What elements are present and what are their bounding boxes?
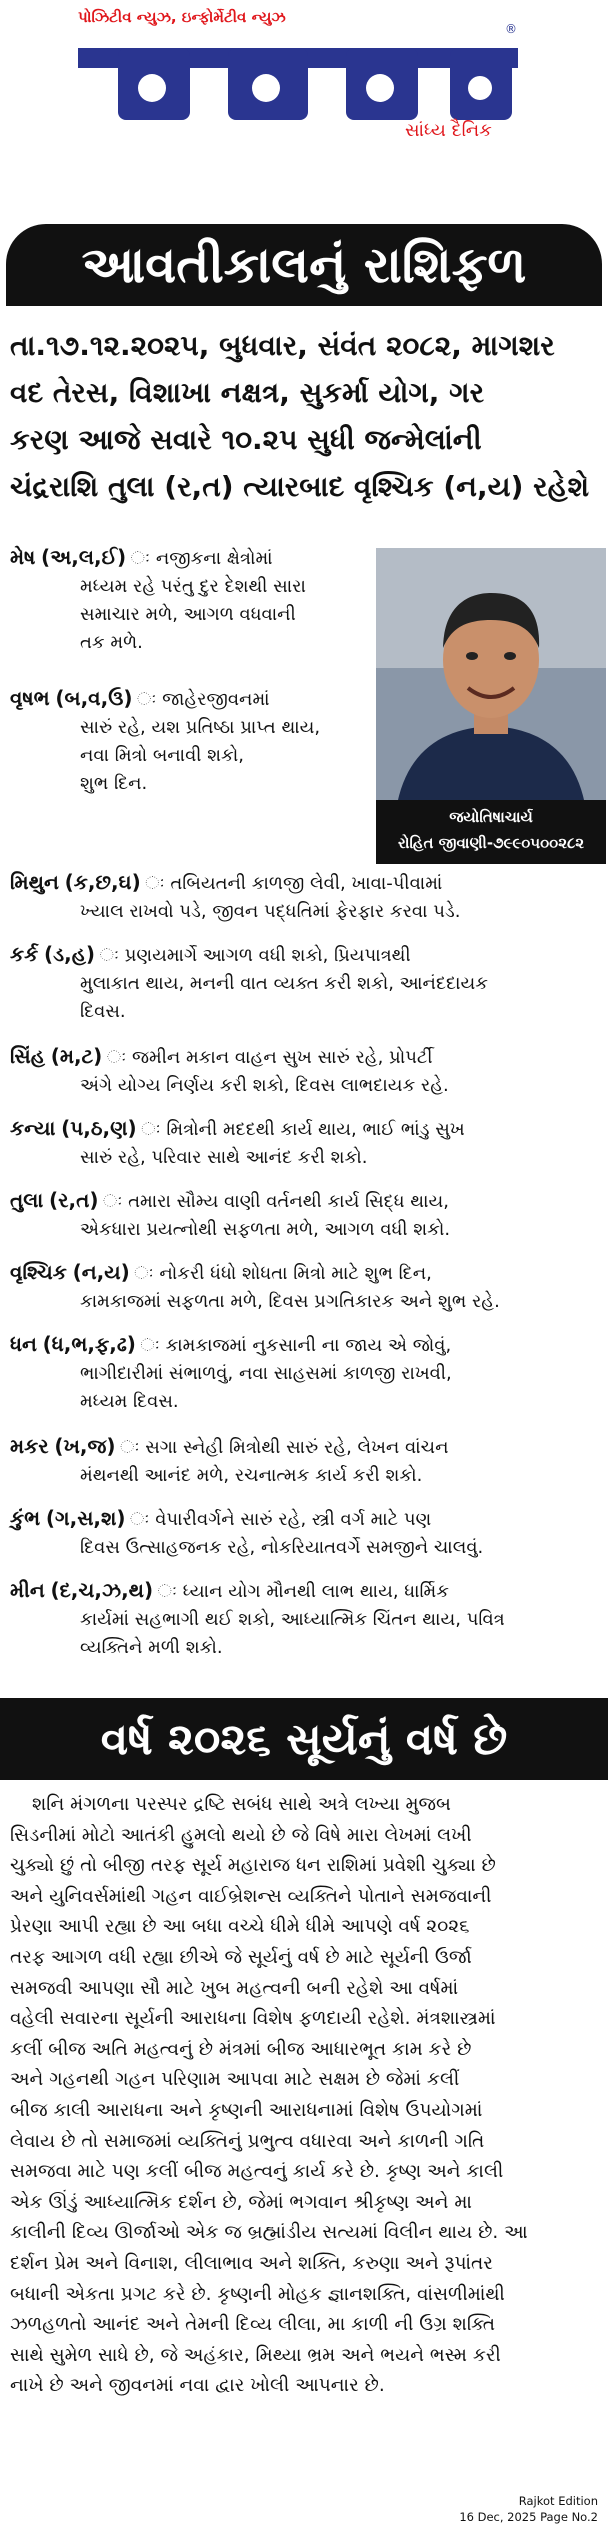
astrologer-name: રોહિત જીવાણી-૭૯૯૦૫૦૦૨૮૨ [397,834,585,852]
article-line: સમજવી આપણા સૌ માટે ખુબ મહત્વની બની રહેશે આ વર્ષમાં [10,1977,459,1999]
sign-name: ધન [10,1332,37,1356]
sign-vrushchik [10,1258,600,1316]
sign-letters: (અ,લ,ઈ) [41,545,127,569]
intro-line: તા.૧૭.૧૨.૨૦૨૫, બુધવાર, સંવંત ૨૦૮૨, માગશર [10,329,555,362]
sign-text: તક મળે. [80,632,143,653]
article-line: વહેલી સવારના સૂર્યની આરાધના વિશેષ ફળદાયી રહેશે. મંત્રશાસ્ત્રમાં [10,2008,496,2030]
person-icon [376,548,606,810]
sign-makar [10,1432,600,1490]
sign-text: સારું રહે, પરિવાર સાથે આનંદ કરી શકો. [80,1147,368,1168]
intro-line: વદ તેરસ, વિશાખા નક્ષત્ર, સુકર્મા યોગ, ગર [10,376,485,409]
article-line: બીજ કાલી આરાધના અને કૃષ્ણની આરાધનામાં વિશેષ ઉપયોગમાં [10,2099,483,2121]
sign-mithun [10,868,600,926]
sign-letters: (દ,ચ,ઝ,થ) [50,1578,154,1602]
sign-name: મકર [10,1434,49,1458]
sign-name: વૃશ્ચિક [10,1260,67,1284]
sign-name: સિંહ [10,1044,45,1068]
sign-text: ઃ નજીકના ક્ષેત્રોમાં [150,548,273,569]
sign-text: દિવસ. [80,1001,126,1022]
sign-text: શુભ દિન. [80,773,148,794]
sign-text: અંગે યોગ્ય નિર્ણય કરી શકો, દિવસ લાભદાયક રહે. [80,1075,449,1096]
sign-name: કુંભ [10,1506,41,1530]
sign-text: ઃ નોકરી ધંધો શોધતા મિત્રો માટે શુભ દિન, [153,1263,432,1284]
article-line: તરફ આગળ વધી રહ્યા છીએ જે સૂર્યનું વર્ષ છે માટે સૂર્યની ઉર્જા [10,1946,472,1968]
sign-text: એકધારા પ્રયત્નોથી સફળતા મળે, આગળ વધી શકો. [80,1219,451,1240]
sign-name: કર્ક [10,942,39,966]
astrologer-caption [376,800,606,864]
masthead [0,0,608,150]
article-line: લેવાય છે તો સમાજમાં વ્યક્તિનું પ્રભુત્વ વધારવા અને કાળની ગતિ [10,2130,485,2152]
sign-text: કાર્યમાં સહભાગી થઈ શકો, આધ્યાત્મિક ચિંતન થાય, પવિત્ર [80,1609,505,1630]
sign-letters: (ક,છ,ઘ) [64,870,141,894]
sign-text: ઃ તબિયતની કાળજી લેવી, ખાવા-પીવામાં [164,873,443,894]
astrologer-photo [376,548,606,810]
sign-letters: (મ,ટ) [50,1044,103,1068]
article-line: ઝળહળતો આનંદ અને તેમની દિવ્ય લીલા, મા કાળી ની ઉગ્ર શક્તિ [10,2314,496,2336]
sign-text: ઃ ધ્યાન યોગ મૌનથી લાભ થાય, ધાર્મિક [177,1581,449,1602]
sign-letters: (બ,વ,ઉ) [55,686,133,710]
sign-letters: (પ,ઠ,ણ) [61,1116,137,1140]
sign-kanya [10,1114,600,1172]
sign-text: ખ્યાલ રાખવો પડે, જીવન પદ્ધતિમાં ફેરફાર કરવા પડે. [80,901,461,922]
article-line: સિડનીમાં મોટો આતંકી હુમલો થયો છે જે વિષે મારા લેખમાં લખી [10,1824,472,1846]
sign-dhan [10,1330,600,1416]
article-line: અને ગહનથી ગહન પરિણામ આપવા માટે સક્ષમ છે જેમાં કલીં [10,2069,460,2091]
horoscope-intro [10,322,600,510]
article-heading: વર્ષ ૨૦૨૬ સૂર્યનું વર્ષ છે [0,1698,608,1780]
intro-line: કરણ આજે સવારે ૧૦.૨૫ સુધી જન્મેલાંની [10,423,482,456]
sign-name: વૃષભ [10,686,50,710]
sign-text: મંથનથી આનંદ મળે, રચનાત્મક કાર્ય કરી શકો. [80,1465,423,1486]
article-line: એક ઊંડું આધ્યાત્મિક દર્શન છે, જેમાં ભગવાન શ્રીકૃષ્ણ અને મા [10,2191,472,2213]
sign-text: મધ્યમ રહે પરંતુ દુર દેશથી સારા [80,576,306,597]
sign-text: મુલાકાત થાય, મનની વાત વ્યક્ત કરી શકો, આનંદદાયક [80,973,488,994]
sign-mesh [10,543,370,657]
article-line: શનિ મંગળના પરસ્પર દ્રષ્ટિ સબંધ સાથે અત્રે લખ્યા મુજબ [32,1794,451,1815]
sign-text: ઃ કામકાજમાં નુકસાની ના જાય એ જોવું, [159,1335,452,1356]
sign-text: ઃ જાહેરજીવનમાં [156,689,270,710]
article-line: નાખે છે અને જીવનમાં નવા દ્વાર ખોલી આપનાર છે. [10,2375,385,2397]
sign-kark [10,940,600,1026]
sign-text: ઃ સગા સ્નેહી મિત્રોથી સારું રહે, લેખન વાંચન [139,1437,449,1458]
masthead-subtitle: સાંધ્ય દૈનિક [405,120,492,141]
sign-tula [10,1186,600,1244]
sign-letters: (ર,ત) [49,1188,99,1212]
sign-letters: (ગ,સ,શ) [45,1506,126,1530]
sign-name: મીન [10,1578,45,1602]
sign-letters: (ખ,જ) [54,1434,116,1458]
article-line: બધાની એકતા પ્રગટ કરે છે. કૃષ્ણની મોહક જ્ઞાનશક્તિ, વાંસળીમાંથી [10,2283,505,2305]
sign-name: તુલા [10,1188,44,1212]
sign-sinh [10,1042,600,1100]
article-line: પ્રેરણા આપી રહ્યા છે આ બધા વચ્ચે ધીમે ધીમે આપણે વર્ષ ૨૦૨૬ [10,1916,470,1938]
edition-footer [459,2493,598,2525]
sign-text: નવા મિત્રો બનાવી શકો, [80,745,244,766]
sign-text: મધ્યમ દિવસ. [80,1391,179,1412]
sign-text: ઃ વેપારીવર્ગને સારું રહે, સ્ત્રી વર્ગ માટે પણ [149,1509,432,1530]
sign-letters: (ન,ય) [72,1260,130,1284]
sign-text: વ્યક્તિને મળી શકો. [80,1637,223,1658]
astrologer-title: જયોતિષાચાર્ય [449,808,533,826]
horoscope-title: આવતીકાલનું રાશિફળ [6,224,602,306]
article-line: કલીં બીજ અતિ મહત્વનું છે મંત્રમાં બીજ આધારભૂત કામ કરે છે [10,2038,472,2060]
edition-name: Rajkot Edition [518,2494,598,2508]
sign-meen [10,1576,600,1662]
sign-kumbh [10,1504,600,1562]
article-line: દર્શન પ્રેમ અને વિનાશ, લીલાભાવ અને શક્તિ, કરુણા અને રૂપાંતર [10,2252,493,2274]
sign-text: ઃ જમીન મકાન વાહન સુખ સારું રહે, પ્રોપર્ટી [126,1047,433,1068]
sign-text: ઃ મિત્રોની મદદથી કાર્ય થાય, ભાઈ ભાંડુ સુખ [160,1119,465,1140]
edition-date-page: 16 Dec, 2025 Page No.2 [459,2510,598,2524]
sign-vrushabh [10,684,370,798]
sign-text: ઃ તમારા સૌમ્ય વાણી વર્તનથી કાર્ય સિદ્ધ થાય, [122,1191,449,1212]
sign-text: ભાગીદારીમાં સંભાળવું, નવા સાહસમાં કાળજી રાખવી, [80,1363,452,1384]
article-line: અને યુનિવર્સમાંથી ગહન વાઈબ્રેશન્સ વ્યક્તિને પોતાને સમજવાની [10,1885,492,1907]
masthead-tagline: પોઝિટીવ ન્યુઝ, ઇન્ફોર્મેટીવ ન્યુઝ [78,8,286,26]
article-line: કાલીની દિવ્ય ઊર્જાઓ એક જ બ્રહ્માંડીય સત્યમાં વિલીન થાય છે. આ [10,2222,528,2244]
sign-text: દિવસ ઉત્સાહજનક રહે, નોકરિયાતવર્ગે સમજીને ચાલવું. [80,1537,484,1558]
sign-name: કન્યા [10,1116,56,1140]
sign-letters: (ડ,હ) [43,942,96,966]
article-line: સમજવા માટે પણ કલીં બીજ મહત્વનું કાર્ય કરે છે. કૃષ્ણ અને કાલી [10,2161,504,2183]
article-line: સાથે સુમેળ સાધે છે, જે અહંકાર, મિથ્યા ભ્રમ અને ભયને ભસ્મ કરી [10,2344,501,2366]
sign-name: મેષ [10,545,36,569]
sign-letters: (ધ,ભ,ફ,ઢ) [42,1332,136,1356]
registered-mark: ® [505,22,517,36]
abtak-logo-icon [78,28,518,120]
sign-text: કામકાજમાં સફળતા મળે, દિવસ પ્રગતિકારક અને શુભ રહે. [80,1291,500,1312]
sign-text: ઃ પ્રણયમાર્ગે આગળ વધી શકો, પ્રિયપાત્રથી [118,945,411,966]
sign-name: મિથુન [10,870,59,894]
sign-text: સારું રહે, યશ પ્રતિષ્ઠા પ્રાપ્ત થાય, [80,717,321,738]
article-line: ચુક્યો છું તો બીજી તરફ સૂર્ય મહારાજ ધન રાશિમાં પ્રવેશી ચુક્યા છે [10,1855,496,1877]
intro-line: ચંદ્રરાશિ તુલા (ર,ત) ત્યારબાદ વૃશ્ચિક (ન,ય) રહેશે [10,470,590,503]
article-body [10,1790,598,2402]
sign-text: સમાચાર મળે, આગળ વધવાની [80,604,296,625]
